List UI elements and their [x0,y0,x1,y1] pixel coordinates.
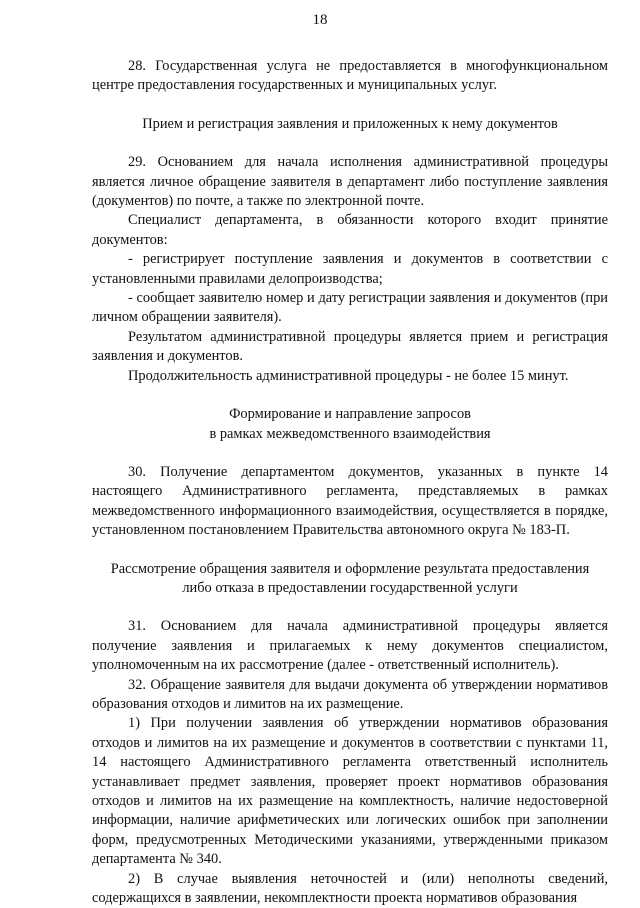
page-number: 18 [312,12,328,28]
paragraph-29-notify-item: - сообщает заявителю номер и дату регистрации заявления и документов (при личном обращении заявителя). [92,290,608,326]
paragraph-32-item-2: 2) В случае выявления неточностей и (или) неполноты сведений, содержащихся в заявлении, некомплектности проекта нормативов образования [92,870,608,907]
paragraph-31: 31. Основанием для начала административной процедуры является получение заявления и прилагаемых к нему документов специалистом, уполномоченным на их рассмотрение (далее - ответственный исполнитель). [92,618,608,674]
paragraph-29-register-item: - регистрирует поступление заявления и документов в соответствии с установленными правилами делопроизводства; [92,251,608,287]
paragraph-32: 32. Обращение заявителя для выдачи документа об утверждении нормативов образования отходов и лимитов на их размещение. [92,676,608,712]
paragraph-32-item-1: 1) При получении заявления об утверждении нормативов образования отходов и лимитов на их размещение и документов в соответствии с пунктами 11, 14 настоящего Административного регламента ответственный исполнитель устанавливает предмет заявления, проверяет проект нормативов образования отходов и лимитов на их размещение на комплектность, наличие недостоверной информации, наличие арифметических или логических ошибок при заполнении форм, предусмотренных Методическими указаниями, утвержденными приказом департамента № 340. [92,715,608,868]
section-heading-reception: Прием и регистрация заявления и приложенных к нему документов [142,115,558,132]
paragraph-29-specialist: Специалист департамента, в обязанности которого входит принятие документов: [92,212,608,248]
paragraph-30: 30. Получение департаментом документов, указанных в пункте 14 настоящего Административного регламента, представляемых в рамках межведомственного информационного взаимодействия, осуществляется в порядке, установленном постановлением Правительства автономного округа № 183-П. [92,463,608,539]
section-heading-requests-line-2: в рамках межведомственного взаимодействия [209,425,491,442]
section-heading-requests-line-1: Формирование и направление запросов [229,406,471,423]
paragraph-29-result: Результатом административной процедуры является прием и регистрация заявления и документов. [92,328,608,365]
section-heading-review-line-1: Рассмотрение обращения заявителя и оформление результата предоставления [110,560,590,577]
section-heading-requests [92,405,608,444]
section-heading-review-line-2: либо отказа в предоставлении государственной услуги [182,579,518,596]
paragraph-29-duration: Продолжительность административной процедуры - не более 15 минут. [128,367,569,384]
section-heading-review [92,560,608,599]
paragraph-28: 28. Государственная услуга не предоставляется в многофункциональном центре предоставления государственных и муниципальных услуг. [92,58,608,94]
paragraph-29: 29. Основанием для начала исполнения административной процедуры является личное обращение заявителя в департамент либо поступление заявления (документов) по почте, а также по электронной почте. [92,154,608,210]
document-body [92,57,608,908]
